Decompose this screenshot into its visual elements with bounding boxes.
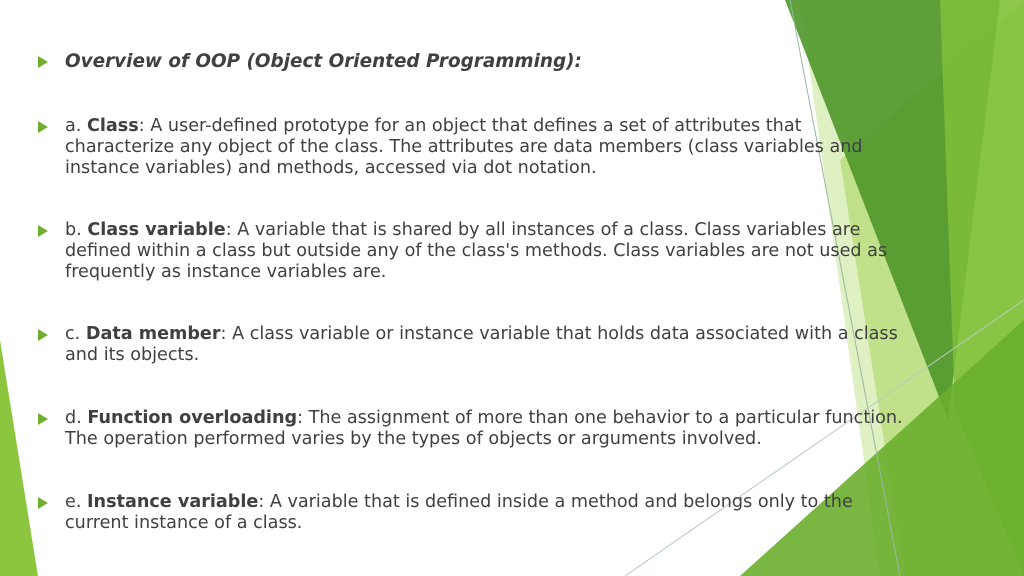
item-prefix: d. xyxy=(65,408,88,428)
item-term: Instance variable xyxy=(87,492,259,512)
item-term: Class xyxy=(86,116,139,136)
line: The operation performed varies by the types of objects or arguments involved. xyxy=(65,429,762,449)
bullet-icon xyxy=(38,497,48,509)
line: frequently as instance variables are. xyxy=(65,262,387,282)
line xyxy=(65,492,853,513)
line-text: : A class variable or instance variable that holds data associated with a class xyxy=(220,324,898,344)
list-item-instance-variable xyxy=(38,492,1004,534)
bullet-icon xyxy=(38,329,48,341)
item-prefix: e. xyxy=(65,492,88,512)
bullet-icon xyxy=(38,413,48,425)
line: and its objects. xyxy=(65,345,200,365)
bullet-icon xyxy=(38,225,48,237)
item-text xyxy=(65,324,898,366)
line: current instance of a class. xyxy=(65,513,303,533)
line xyxy=(65,408,903,429)
line xyxy=(65,220,887,241)
list-item-function-overloading xyxy=(38,408,1004,450)
line-text: : A user-defined prototype for an object that defines a set of attributes that xyxy=(138,116,802,136)
line-text: : A variable that is defined inside a method and belongs only to the xyxy=(258,492,853,512)
bullet-icon xyxy=(38,121,48,133)
line xyxy=(65,324,898,345)
line xyxy=(65,116,863,137)
item-text xyxy=(65,116,863,179)
item-term: Function overloading xyxy=(87,408,298,428)
line: instance variables) and methods, accessed via dot notation. xyxy=(65,158,597,178)
item-term: Class variable xyxy=(87,220,226,240)
item-prefix: a. xyxy=(65,116,87,136)
item-text xyxy=(65,220,887,283)
list-item-class-variable xyxy=(38,220,1004,283)
heading-item xyxy=(38,51,1004,72)
line-text: : A variable that is shared by all instances of a class. Class variables are xyxy=(225,220,861,240)
item-prefix: b. xyxy=(65,220,88,240)
line: defined within a class but outside any of the class's methods. Class variables are not used as xyxy=(65,241,888,261)
item-prefix: c. xyxy=(65,324,86,344)
list-item-data-member xyxy=(38,324,1004,366)
item-term: Data member xyxy=(85,324,221,344)
item-text xyxy=(65,492,853,534)
line: characterize any object of the class. The attributes are data members (class variables and xyxy=(65,137,863,157)
slide-heading: Overview of OOP (Object Oriented Programming): xyxy=(65,51,582,72)
bullet-icon xyxy=(38,56,48,68)
list-item-class xyxy=(38,116,1004,179)
line-text: : The assignment of more than one behavior to a particular function. xyxy=(297,408,903,428)
item-text xyxy=(65,408,903,450)
